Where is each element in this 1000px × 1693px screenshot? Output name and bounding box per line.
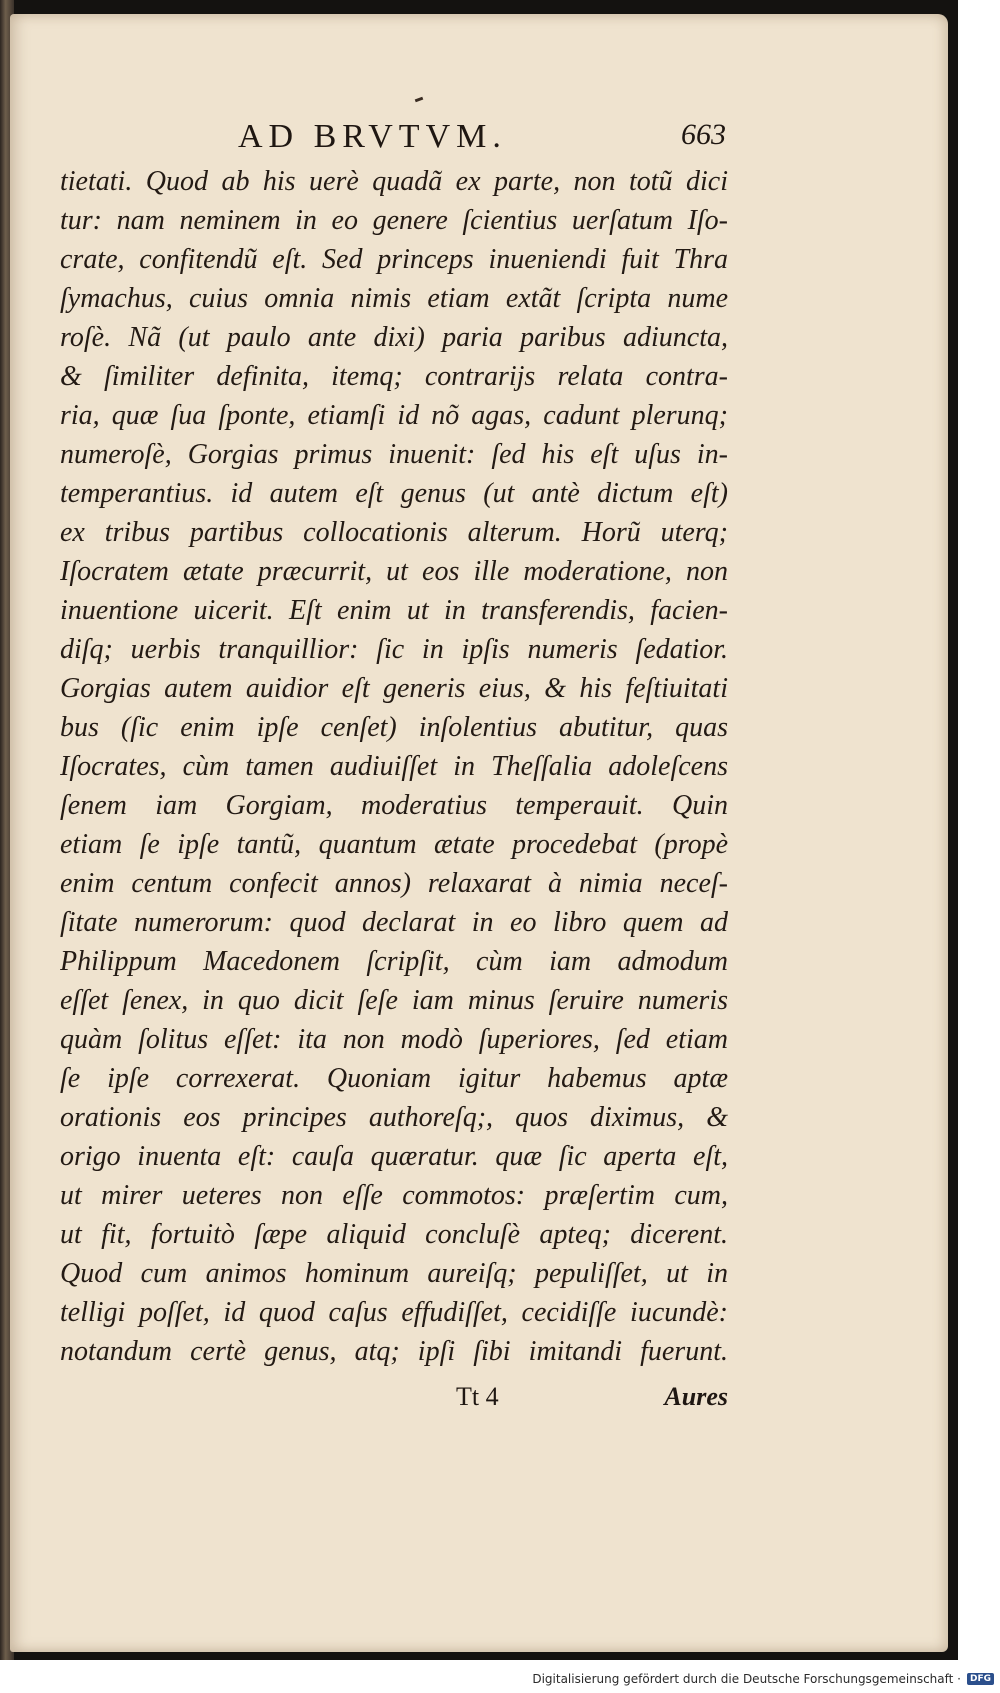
text-line: Iſocrates, cùm tamen audiuiſſet in Theſſalia adoleſcens (60, 751, 728, 782)
text-line: enim centum confecit annos) relaxarat à nimia neceſ- (60, 868, 728, 899)
text-line: Quod cum animos hominum aureiſq; pepuliſſet, ut in (60, 1258, 728, 1289)
text-line: Iſocratem ætate præcurrit, ut eos ille moderatione, non (60, 556, 728, 587)
text-line: numeroſè, Gorgias primus inuenit: ſed his eſt uſus in- (60, 439, 728, 470)
text-line: ex tribus partibus collocationis alterum. Horũ uterq; (60, 517, 728, 548)
text-line: Gorgias autem auidior eſt generis eius, & his feſtiuitati (60, 673, 728, 704)
text-line: crate, confitendũ eſt. Sed princeps inueniendi fuit Thra (60, 244, 728, 275)
digitization-credit (532, 1672, 994, 1686)
text-line: Philippum Macedonem ſcripſit, cùm iam admodum (60, 946, 728, 977)
book-page (10, 14, 948, 1652)
text-line: eſſet ſenex, in quo dicit ſeſe iam minus ſeruire numeris (60, 985, 728, 1016)
ink-mark (415, 97, 424, 103)
text-line: telligi poſſet, id quod caſus effudiſſet, cecidiſſe iucundè: (60, 1297, 728, 1328)
text-line: roſè. Nã (ut paulo ante dixi) paria paribus adiuncta, (60, 322, 728, 353)
text-line: & ſimiliter definita, itemq; contrarijs relata contra- (60, 361, 728, 392)
text-line: ſenem iam Gorgiam, moderatius temperauit. Quin (60, 790, 728, 821)
page-footer (70, 1382, 728, 1422)
text-line: bus (ſic enim ipſe cenſet) inſolentius abutitur, quas (60, 712, 728, 743)
text-line: ſe ipſe correxerat. Quoniam igitur habemus aptæ (60, 1063, 728, 1094)
credit-text: Digitalisierung gefördert durch die Deutsche Forschungsgemeinschaft · (532, 1672, 961, 1686)
text-line: inuentione uicerit. Eſt enim ut in transferendis, facien- (60, 595, 728, 626)
text-line: quàm ſolitus eſſet: ita non modò ſuperiores, ſed etiam (60, 1024, 728, 1055)
text-line: tietati. Quod ab his uerè quadã ex parte, non totũ dici (60, 166, 728, 197)
text-line: origo inuenta eſt: cauſa quæratur. quæ ſic aperta eſt, (60, 1141, 728, 1172)
signature-mark: Tt 4 (456, 1382, 499, 1411)
text-line: ut fit, fortuitò ſæpe aliquid concluſè apteq; dicerent. (60, 1219, 728, 1250)
text-line: tur: nam neminem in eo genere ſcientius uerſatum Iſo- (60, 205, 728, 236)
text-line: ſitate numerorum: quod declarat in eo libro quem ad (60, 907, 728, 938)
text-line: temperantius. id autem eſt genus (ut antè dictum eſt) (60, 478, 728, 509)
dfg-logo: DFG (967, 1673, 994, 1685)
running-head: AD BRVTVM. (238, 118, 507, 155)
text-line: ria, quæ ſua ſponte, etiamſi id nõ agas, cadunt plerunq; (60, 400, 728, 431)
text-line: ut mirer ueteres non eſſe commotos: præſertim cum, (60, 1180, 728, 1211)
text-line: diſq; uerbis tranquillior: ſic in ipſis numeris ſedatior. (60, 634, 728, 665)
catchword: Aures (664, 1382, 728, 1411)
text-line: etiam ſe ipſe tantũ, quantum ætate procedebat (propè (60, 829, 728, 860)
text-line: orationis eos principes authoreſq;, quos diximus, & (60, 1102, 728, 1133)
text-line: ſymachus, cuius omnia nimis etiam extãt ſcripta nume (60, 283, 728, 314)
running-header (70, 118, 726, 164)
text-block (60, 162, 728, 1371)
text-line: notandum certè genus, atq; ipſi ſibi imitandi fuerunt. (60, 1336, 728, 1367)
page-number: 663 (681, 118, 726, 151)
